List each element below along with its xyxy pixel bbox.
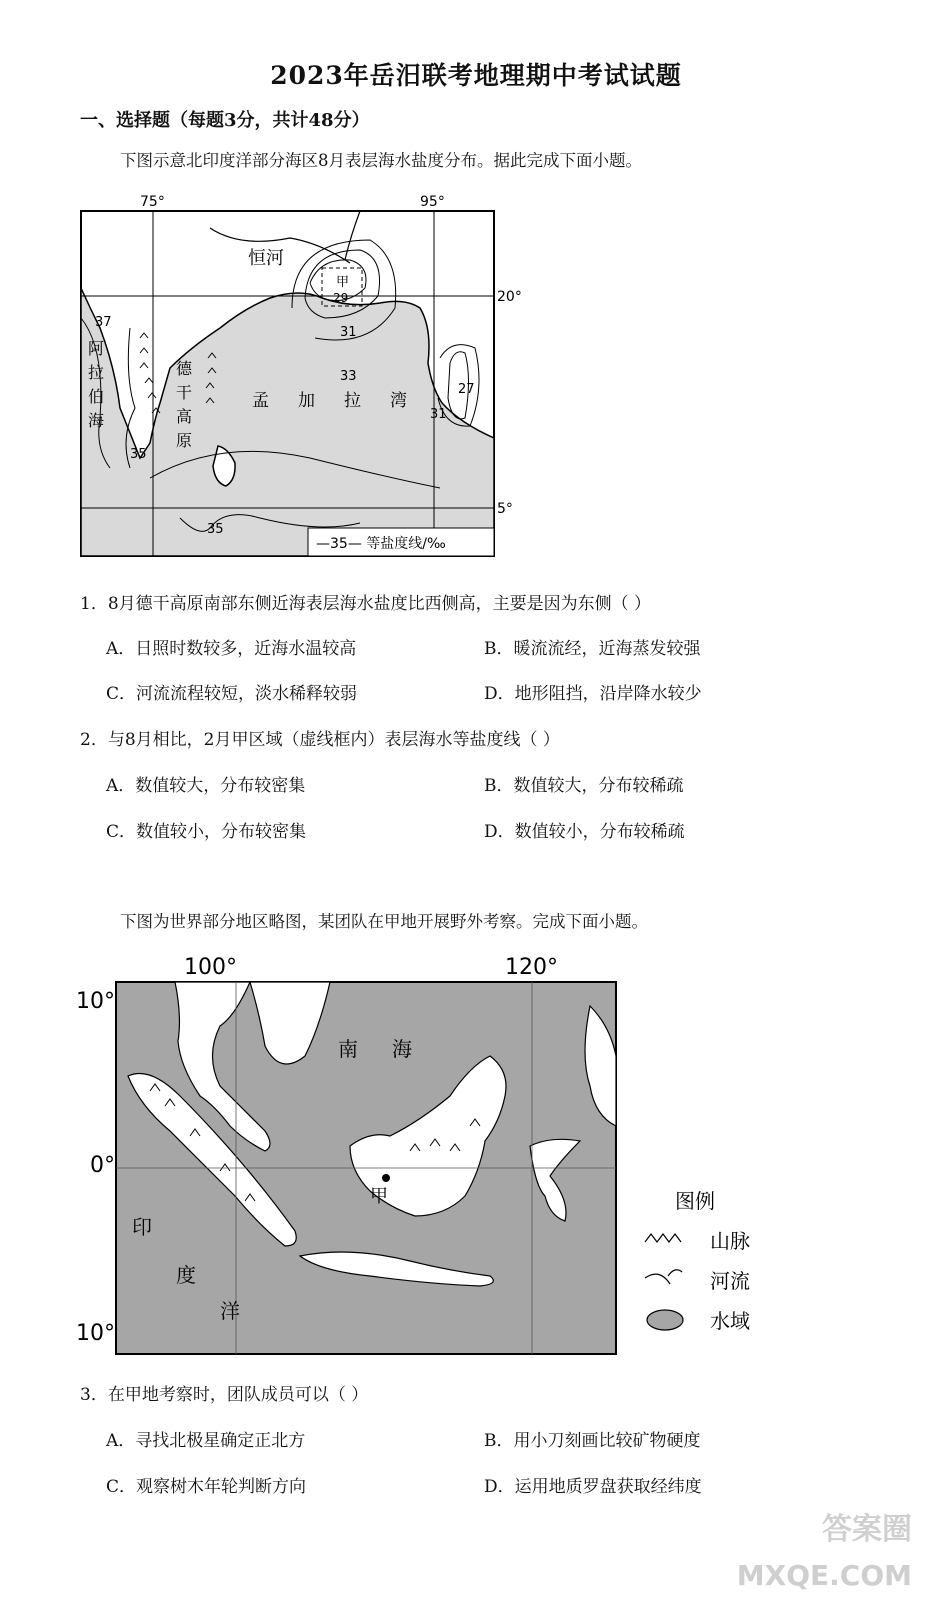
q2-option-c[interactable]: C．数值较小，分布较密集 [106, 822, 307, 842]
lon-75-label: 75° [140, 194, 165, 210]
lon-95-label: 95° [420, 194, 445, 210]
q1-stem: 1．8月德干高原南部东侧近海表层海水盐度比西侧高，主要是因为东侧（ ） [80, 594, 652, 614]
deccan-char-2: 干 [176, 383, 193, 402]
ocean-char-2: 度 [176, 1263, 196, 1287]
legend-mountain-label: 山脉 [710, 1229, 750, 1253]
section-heading: 一、选择题（每题3分，共计48分） [80, 110, 370, 131]
ganges-label: 恒河 [248, 248, 284, 269]
intro-text-2: 下图为世界部分地区略图，某团队在甲地开展野外考察。完成下面小题。 [120, 912, 648, 931]
legend-title: 图例 [675, 1189, 715, 1213]
southeast-asia-map [70, 946, 790, 1366]
legend-river-label: 河流 [710, 1269, 750, 1293]
lon-100-label: 100° [184, 955, 237, 980]
deccan-char-3: 高 [176, 407, 193, 426]
legend-water-icon [647, 1310, 683, 1330]
q3-option-c[interactable]: C．观察树木年轮判断方向 [106, 1477, 307, 1497]
q2-stem: 2．与8月相比，2月甲区域（虚线框内）表层海水等盐度线（ ） [80, 730, 560, 750]
deccan-char-1: 德 [176, 359, 193, 378]
lat-0-label: 0° [90, 1153, 115, 1178]
sea-char-1: 南 [338, 1037, 358, 1061]
lat-5-label: 5° [497, 501, 513, 517]
legend-mountain-icon [645, 1234, 681, 1242]
lon-120-label: 120° [505, 955, 558, 980]
arabian-char-4: 海 [88, 411, 105, 430]
ocean-char-1: 印 [132, 1215, 152, 1239]
jia-point [382, 1174, 390, 1182]
legend-water-label: 水域 [710, 1309, 750, 1333]
jia-label-map2: 甲 [370, 1186, 388, 1207]
lat-10s-label: 10° [76, 1321, 115, 1346]
q3-option-d[interactable]: D．运用地质罗盘获取经纬度 [484, 1477, 702, 1497]
q2-option-d[interactable]: D．数值较小，分布较稀疏 [484, 822, 685, 842]
isoline-27-label: 27 [458, 382, 475, 397]
isoline-35-label-w: 35 [130, 447, 147, 462]
deccan-char-4: 原 [176, 431, 193, 450]
jia-label-map1: 甲 [336, 275, 350, 290]
isoline-29-label: 29 [333, 291, 349, 305]
sea-char-2: 海 [392, 1037, 412, 1061]
q1-option-d[interactable]: D．地形阻挡，沿岸降水较少 [484, 684, 702, 704]
arabian-char-3: 伯 [88, 387, 105, 406]
watermark-logo: 答案圈 [822, 1512, 912, 1547]
isoline-35-label-s: 35 [207, 522, 224, 537]
q2-option-b[interactable]: B．数值较大，分布较稀疏 [484, 776, 684, 796]
q2-option-a[interactable]: A．数值较大，分布较密集 [106, 776, 306, 796]
bay-char-2: 加 [298, 391, 315, 411]
q3-option-b[interactable]: B．用小刀刻画比较矿物硬度 [484, 1431, 701, 1451]
bay-char-1: 孟 [252, 391, 269, 411]
page-title: 2023年岳汨联考地理期中考试试题 [270, 61, 682, 90]
arabian-char-2: 拉 [88, 363, 105, 382]
salinity-map [60, 188, 530, 568]
isoline-31-label-e: 31 [430, 407, 447, 422]
bay-char-4: 湾 [390, 391, 407, 411]
q1-option-c[interactable]: C．河流流程较短，淡水稀释较弱 [106, 684, 358, 704]
q3-option-a[interactable]: A．寻找北极星确定正北方 [106, 1431, 306, 1451]
lat-10n-label: 10° [76, 989, 115, 1014]
ocean-char-3: 洋 [220, 1299, 240, 1323]
arabian-char-1: 阿 [88, 339, 105, 358]
map1-legend: —35— 等盐度线/‰ [316, 536, 446, 552]
q3-stem: 3．在甲地考察时，团队成员可以（ ） [80, 1385, 369, 1405]
isoline-31-label: 31 [340, 325, 357, 340]
legend-river-icon [645, 1270, 682, 1284]
bay-char-3: 拉 [344, 391, 361, 411]
lat-20-label: 20° [497, 289, 522, 305]
q1-option-b[interactable]: B．暖流流经，近海蒸发较强 [484, 639, 701, 659]
isoline-37-label: 37 [95, 315, 112, 330]
isoline-33-label: 33 [340, 369, 357, 384]
q1-option-a[interactable]: A．日照时数较多，近海水温较高 [106, 639, 357, 659]
watermark-url: MXQE.COM [736, 1559, 912, 1592]
intro-text-1: 下图示意北印度洋部分海区8月表层海水盐度分布。据此完成下面小题。 [120, 151, 642, 170]
